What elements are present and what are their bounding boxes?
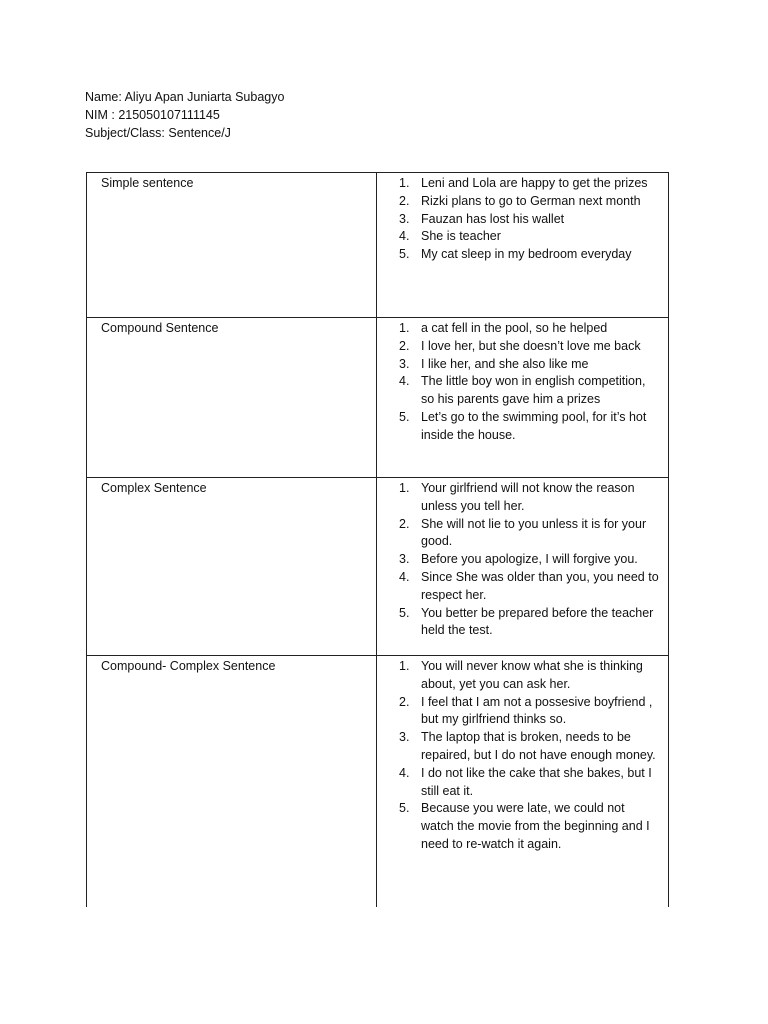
example-text: Since She was older than you, you need to respect her.: [421, 569, 659, 602]
list-item: [399, 551, 660, 569]
table-row: [87, 318, 669, 478]
list-item: [399, 694, 660, 730]
list-item: [399, 373, 660, 409]
example-number: 2.: [399, 338, 410, 353]
example-text: She will not lie to you unless it is for your good.: [421, 516, 647, 549]
sentence-type-cell: [87, 478, 377, 656]
example-text: Leni and Lola are happy to get the prizes: [421, 176, 648, 190]
list-item: [399, 516, 660, 552]
list-item: [399, 729, 660, 765]
list-item: [399, 175, 660, 193]
sentence-type-label: Compound Sentence: [101, 321, 219, 335]
example-number: 2.: [399, 694, 410, 709]
example-number: 5.: [399, 801, 410, 816]
table-row: [87, 478, 669, 656]
sentence-types-table: [86, 172, 669, 907]
example-number: 5.: [399, 409, 410, 424]
example-text: She is teacher: [421, 229, 501, 244]
example-number: 4.: [399, 569, 410, 584]
example-text: Before you apologize, I will forgive you.: [421, 552, 638, 567]
example-number: 1.: [399, 321, 410, 335]
example-number: 2.: [399, 516, 410, 531]
example-number: 5.: [399, 605, 410, 620]
example-text: Fauzan has lost his wallet: [421, 211, 565, 226]
student-nim: NIM : 215050107111145: [85, 108, 220, 122]
example-text: The little boy won in english competition, so his parents gave him a prizes: [421, 374, 646, 407]
example-number: 4.: [399, 765, 410, 780]
examples-cell: [377, 173, 669, 318]
list-item: [399, 800, 660, 853]
example-number: 3.: [399, 730, 410, 745]
example-text: You better be prepared before the teacher held the test.: [421, 605, 654, 638]
example-text: The laptop that is broken, needs to be repaired, but I do not have enough money.: [421, 730, 656, 762]
list-item: [399, 605, 660, 641]
example-number: 3.: [399, 552, 410, 567]
student-name: Name: Aliyu Apan Juniarta Subagyo: [85, 90, 285, 104]
example-list: [377, 478, 668, 640]
example-text: Your girlfriend will not know the reason unless you tell her.: [421, 481, 635, 513]
sentence-type-label: Simple sentence: [101, 176, 194, 190]
example-text: My cat sleep in my bedroom everyday: [421, 247, 632, 262]
examples-cell: [377, 478, 669, 656]
example-number: 4.: [399, 229, 410, 244]
example-text: I love her, but she doesn’t love me back: [421, 338, 641, 353]
example-text: Let’s go to the swimming pool, for it’s hot inside the house.: [421, 409, 647, 442]
example-text: You will never know what she is thinking about, yet you can ask her.: [421, 659, 643, 691]
example-number: 1.: [399, 481, 410, 495]
examples-cell: [377, 656, 669, 907]
example-list: [377, 173, 668, 264]
example-text: I feel that I am not a possesive boyfriend , but my girlfriend thinks so.: [421, 694, 653, 727]
example-text: a cat fell in the pool, so he helped: [421, 321, 608, 335]
list-item: [399, 228, 660, 246]
example-number: 3.: [399, 211, 410, 226]
example-number: 1.: [399, 176, 410, 190]
sentence-type-cell: [87, 656, 377, 907]
example-number: 1.: [399, 659, 410, 673]
sentence-type-cell: [87, 318, 377, 478]
sentence-type-label: Compound- Complex Sentence: [101, 659, 276, 673]
list-item: [399, 765, 660, 801]
table-row: [87, 173, 669, 318]
list-item: [399, 569, 660, 605]
student-info-header: [85, 88, 284, 142]
list-item: [399, 658, 660, 694]
list-item: [399, 320, 660, 338]
list-item: [399, 409, 660, 445]
sentence-type-cell: [87, 173, 377, 318]
list-item: [399, 338, 660, 356]
example-number: 2.: [399, 193, 410, 208]
examples-cell: [377, 318, 669, 478]
list-item: [399, 193, 660, 211]
list-item: [399, 480, 660, 516]
example-number: 5.: [399, 247, 410, 262]
list-item: [399, 356, 660, 374]
table-row: [87, 656, 669, 907]
subject-class: Subject/Class: Sentence/J: [85, 126, 231, 140]
example-text: Because you were late, we could not watch the movie from the beginning and I need to re-watch it again.: [421, 801, 650, 851]
example-text: I like her, and she also like me: [421, 356, 589, 371]
list-item: [399, 211, 660, 229]
example-text: Rizki plans to go to German next month: [421, 193, 641, 208]
sentence-type-label: Complex Sentence: [101, 481, 207, 495]
example-list: [377, 318, 668, 445]
example-number: 4.: [399, 374, 410, 389]
list-item: [399, 246, 660, 264]
example-text: I do not like the cake that she bakes, but I still eat it.: [421, 765, 652, 798]
example-number: 3.: [399, 356, 410, 371]
example-list: [377, 656, 668, 854]
